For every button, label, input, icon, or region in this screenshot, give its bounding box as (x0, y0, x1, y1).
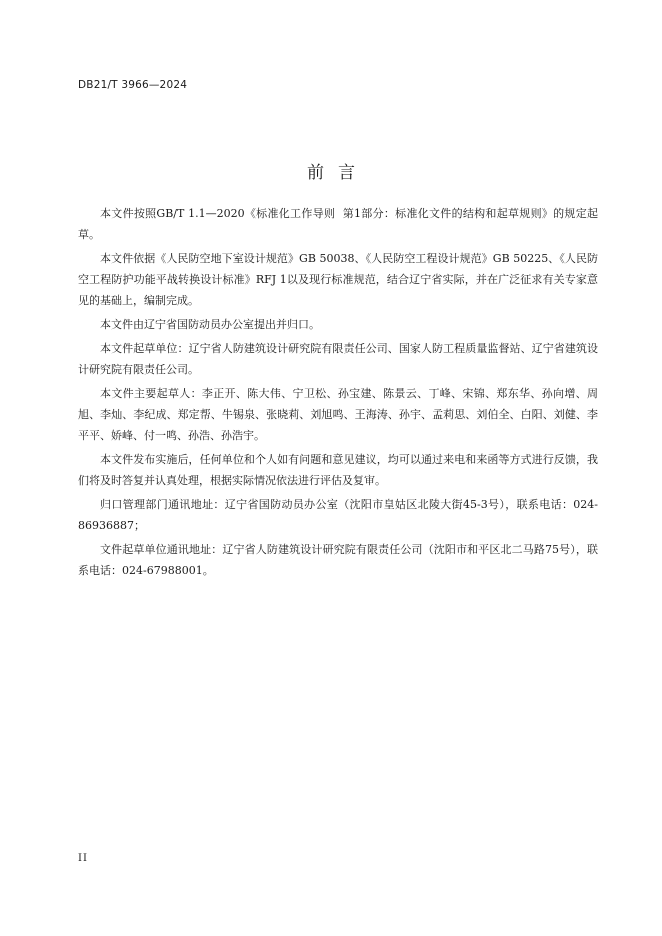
paragraph-drafters: 本文件主要起草人：李正开、陈大伟、宁卫松、孙宝建、陈景云、丁峰、宋锦、郑东华、孙向增、周旭、李灿、李纪成、郑定帮、牛锡泉、张晓莉、刘旭鸣、王海涛、孙宇、孟莉思、刘伯全、白阳、刘健、李平平、娇峰、付一鸣、孙浩、孙浩宇。 (78, 387, 598, 442)
paragraph-drafter-address: 文件起草单位通讯地址：辽宁省人防建筑设计研究院有限责任公司（沈阳市和平区北二马路75号），联系电话：024-67988001。 (78, 543, 598, 577)
page-number: II (78, 853, 88, 864)
foreword-body (78, 203, 598, 584)
paragraph-basis: 本文件依据《人民防空地下室设计规范》GB 50038、《人民防空工程设计规范》GB 50225、《人民防空工程防护功能平战转换设计标准》RFJ 1以及现行标准规范，结合辽宁省实际，并在广泛征求有关专家意见的基础上，编制完成。 (78, 252, 598, 307)
page-title: 前言 (307, 163, 369, 183)
paragraph-admin-address: 归口管理部门通讯地址：辽宁省国防动员办公室（沈阳市皇姑区北陵大街45-3号），联系电话：024-86936887； (78, 498, 598, 532)
document-code: DB21/T 3966—2024 (78, 79, 188, 91)
paragraph-proposer: 本文件由辽宁省国防动员办公室提出并归口。 (100, 318, 320, 331)
paragraph-drafting-rules: 本文件按照GB/T 1.1—2020《标准化工作导则 第1部分：标准化文件的结构和起草规则》的规定起草。 (78, 207, 598, 241)
paragraph-drafting-units: 本文件起草单位：辽宁省人防建筑设计研究院有限责任公司、国家人防工程质量监督站、辽宁省建筑设计研究院有限责任公司。 (78, 342, 598, 376)
paragraph-feedback: 本文件发布实施后，任何单位和个人如有问题和意见建议，均可以通过来电和来函等方式进行反馈，我们将及时答复并认真处理，根据实际情况依法进行评估及复审。 (78, 453, 598, 487)
